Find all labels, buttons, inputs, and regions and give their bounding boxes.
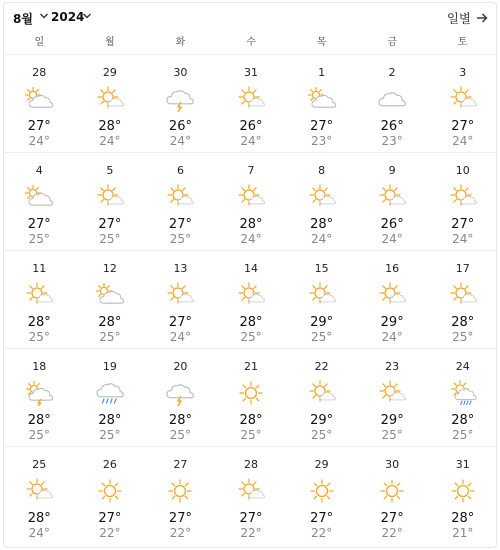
low-temp: 24° — [169, 330, 192, 344]
low-temp: 22° — [310, 526, 333, 540]
low-temp: 24° — [28, 134, 50, 148]
day-cell[interactable] — [4, 55, 75, 152]
week-row — [4, 446, 498, 544]
low-temp: 22° — [169, 526, 192, 540]
low-temp: 25° — [452, 428, 474, 442]
high-temp: 28° — [239, 315, 263, 330]
day-cell[interactable] — [145, 55, 216, 152]
day-date: 18 — [32, 360, 47, 373]
high-temp: 26° — [380, 217, 404, 232]
day-date: 28 — [244, 458, 259, 471]
day-date: 20 — [173, 360, 188, 373]
cloud-icon — [377, 86, 407, 112]
low-temp: 24° — [452, 134, 474, 148]
day-date: 23 — [385, 360, 400, 373]
calendar-header — [4, 3, 498, 33]
day-cell[interactable] — [427, 55, 498, 152]
day-cell[interactable] — [145, 349, 216, 446]
sun-cloud-icon — [95, 184, 125, 210]
day-date: 10 — [455, 164, 470, 177]
day-date: 4 — [35, 164, 43, 177]
sun-cloud-icon — [165, 184, 195, 210]
day-date: 27 — [173, 458, 188, 471]
month-label: 8월 — [13, 12, 33, 26]
week-row — [4, 348, 498, 446]
daily-view-button[interactable] — [447, 9, 488, 27]
day-date: 7 — [247, 164, 255, 177]
day-date: 28 — [32, 66, 47, 79]
partly-cloudy-icon — [24, 184, 54, 210]
low-temp: 25° — [240, 428, 262, 442]
high-temp: 28° — [27, 315, 51, 330]
sun-cloud-icon — [236, 184, 266, 210]
sun-icon — [165, 478, 195, 504]
sun-cloud-icon — [236, 478, 266, 504]
day-cell[interactable] — [216, 153, 287, 250]
thunder-cloud-icon — [165, 380, 195, 406]
low-temp: 25° — [169, 232, 192, 246]
low-temp: 25° — [28, 232, 50, 246]
high-temp: 27° — [168, 315, 192, 330]
partly-cloudy-icon — [307, 86, 337, 112]
high-temp: 28° — [98, 413, 122, 428]
day-cell[interactable] — [75, 447, 146, 544]
day-date: 15 — [314, 262, 329, 275]
sun-cloud-icon — [95, 86, 125, 112]
week-row — [4, 250, 498, 348]
day-cell[interactable] — [75, 153, 146, 250]
sun-cloud-icon — [377, 184, 407, 210]
weekday-label: 목 — [316, 37, 327, 48]
high-temp: 27° — [98, 511, 122, 526]
low-temp: 25° — [240, 330, 262, 344]
low-temp: 24° — [310, 232, 333, 246]
high-temp: 28° — [239, 217, 263, 232]
week-row — [4, 54, 498, 152]
day-cell[interactable] — [357, 55, 428, 152]
sun-icon — [236, 380, 266, 406]
high-temp: 27° — [98, 217, 122, 232]
low-temp: 25° — [28, 428, 50, 442]
sun-cloud-icon — [236, 86, 266, 112]
sun-cloud-icon — [307, 380, 337, 406]
sun-cloud-icon — [448, 184, 478, 210]
day-date: 16 — [385, 262, 400, 275]
day-date: 24 — [455, 360, 470, 373]
day-date: 12 — [102, 262, 117, 275]
day-date: 3 — [459, 66, 467, 79]
day-cell[interactable] — [357, 153, 428, 250]
low-temp: 25° — [99, 232, 121, 246]
sun-cloud-icon — [307, 282, 337, 308]
sun-cloud-icon — [377, 380, 407, 406]
day-cell[interactable] — [4, 153, 75, 250]
high-temp: 27° — [451, 217, 475, 232]
day-date: 29 — [314, 458, 329, 471]
sun-cloud-icon — [448, 86, 478, 112]
day-date: 31 — [244, 66, 259, 79]
weekday-label: 금 — [387, 37, 398, 48]
day-date: 5 — [106, 164, 114, 177]
rain-cloud-icon — [95, 380, 125, 406]
week-row — [4, 152, 498, 250]
sun-cloud-icon — [165, 282, 195, 308]
weekday-label: 일 — [34, 37, 45, 48]
high-temp: 29° — [380, 413, 404, 428]
day-cell[interactable] — [216, 447, 287, 544]
day-cell[interactable] — [216, 55, 287, 152]
low-temp: 24° — [240, 232, 262, 246]
year-chevron-down-icon[interactable] — [82, 11, 92, 21]
day-date: 14 — [244, 262, 259, 275]
sun-cloud-icon — [24, 282, 54, 308]
day-date: 29 — [102, 66, 117, 79]
day-date: 2 — [388, 66, 396, 79]
weekday-label: 토 — [457, 37, 468, 48]
day-cell[interactable] — [216, 349, 287, 446]
day-cell[interactable] — [145, 447, 216, 544]
low-temp: 25° — [99, 330, 121, 344]
high-temp: 28° — [310, 217, 334, 232]
day-date: 9 — [388, 164, 396, 177]
high-temp: 28° — [451, 511, 475, 526]
high-temp: 27° — [310, 119, 334, 134]
high-temp: 29° — [310, 413, 334, 428]
high-temp: 28° — [451, 413, 475, 428]
low-temp: 21° — [452, 526, 474, 540]
day-date: 22 — [314, 360, 329, 373]
thunder-cloud-icon — [165, 86, 195, 112]
sun-cloud-icon — [24, 478, 54, 504]
weekday-header-row — [4, 33, 498, 53]
day-cell[interactable] — [357, 447, 428, 544]
day-cell[interactable] — [427, 447, 498, 544]
high-temp: 28° — [27, 511, 51, 526]
day-date: 30 — [385, 458, 400, 471]
high-temp: 27° — [27, 217, 51, 232]
high-temp: 28° — [98, 119, 122, 134]
sun-rain-icon — [448, 380, 478, 406]
sun-cloud-icon — [377, 282, 407, 308]
sun-cloud-icon — [448, 282, 478, 308]
high-temp: 27° — [310, 511, 334, 526]
low-temp: 25° — [169, 428, 192, 442]
sun-cloud-icon — [236, 282, 266, 308]
high-temp: 28° — [168, 413, 192, 428]
day-cell[interactable] — [216, 251, 287, 348]
day-date: 30 — [173, 66, 188, 79]
day-date: 1 — [318, 66, 326, 79]
day-date: 6 — [176, 164, 184, 177]
low-temp: 25° — [99, 428, 121, 442]
low-temp: 24° — [28, 526, 50, 540]
low-temp: 23° — [381, 134, 403, 148]
day-date: 13 — [173, 262, 188, 275]
calendar-panel — [3, 2, 497, 548]
day-cell[interactable] — [286, 153, 357, 250]
high-temp: 29° — [310, 315, 334, 330]
high-temp: 27° — [451, 119, 475, 134]
high-temp: 26° — [380, 119, 404, 134]
arrow-right-icon — [476, 12, 488, 24]
sun-icon — [307, 478, 337, 504]
day-cell[interactable] — [357, 349, 428, 446]
high-temp: 26° — [168, 119, 192, 134]
day-cell[interactable] — [75, 55, 146, 152]
weekday-label: 수 — [246, 37, 256, 48]
day-cell[interactable] — [286, 349, 357, 446]
sun-thunder-icon — [24, 380, 54, 406]
high-temp: 29° — [380, 315, 404, 330]
day-cell[interactable] — [357, 251, 428, 348]
sun-icon — [377, 478, 407, 504]
day-cell[interactable] — [4, 447, 75, 544]
low-temp: 24° — [240, 134, 262, 148]
day-date: 11 — [32, 262, 47, 275]
day-cell[interactable] — [4, 251, 75, 348]
high-temp: 27° — [27, 119, 51, 134]
day-cell[interactable] — [4, 349, 75, 446]
sun-icon — [448, 478, 478, 504]
weekday-label: 화 — [175, 37, 186, 48]
day-date: 21 — [244, 360, 259, 373]
low-temp: 24° — [169, 134, 192, 148]
high-temp: 27° — [380, 511, 404, 526]
day-cell[interactable] — [427, 153, 498, 250]
day-cell[interactable] — [427, 349, 498, 446]
low-temp: 25° — [310, 428, 333, 442]
day-date: 25 — [32, 458, 47, 471]
day-date: 31 — [455, 458, 470, 471]
day-cell[interactable] — [286, 251, 357, 348]
calendar-grid — [4, 54, 498, 544]
day-cell[interactable] — [145, 251, 216, 348]
low-temp: 23° — [310, 134, 333, 148]
high-temp: 28° — [27, 413, 51, 428]
year-label: 2024 — [51, 10, 85, 24]
high-temp: 27° — [239, 511, 263, 526]
daily-view-label: 일별 — [446, 11, 471, 26]
low-temp: 25° — [381, 428, 403, 442]
weekday-label: 월 — [105, 37, 115, 48]
low-temp: 25° — [310, 330, 333, 344]
day-cell[interactable] — [427, 251, 498, 348]
day-cell[interactable] — [75, 349, 146, 446]
high-temp: 28° — [98, 315, 122, 330]
partly-cloudy-icon — [95, 282, 125, 308]
sun-icon — [95, 478, 125, 504]
day-date: 26 — [102, 458, 117, 471]
low-temp: 24° — [381, 232, 403, 246]
low-temp: 24° — [99, 134, 121, 148]
high-temp: 28° — [239, 413, 263, 428]
day-cell[interactable] — [286, 55, 357, 152]
high-temp: 27° — [168, 217, 192, 232]
low-temp: 25° — [452, 330, 474, 344]
month-chevron-down-icon[interactable] — [39, 11, 49, 21]
low-temp: 24° — [381, 330, 403, 344]
low-temp: 22° — [381, 526, 403, 540]
day-cell[interactable] — [75, 251, 146, 348]
day-date: 8 — [318, 164, 326, 177]
day-cell[interactable] — [145, 153, 216, 250]
low-temp: 22° — [99, 526, 121, 540]
day-date: 17 — [455, 262, 470, 275]
low-temp: 22° — [240, 526, 262, 540]
high-temp: 28° — [451, 315, 475, 330]
high-temp: 26° — [239, 119, 263, 134]
partly-cloudy-icon — [24, 86, 54, 112]
sun-cloud-icon — [307, 184, 337, 210]
low-temp: 24° — [452, 232, 474, 246]
high-temp: 27° — [168, 511, 192, 526]
day-cell[interactable] — [286, 447, 357, 544]
low-temp: 25° — [28, 330, 50, 344]
day-date: 19 — [102, 360, 117, 373]
